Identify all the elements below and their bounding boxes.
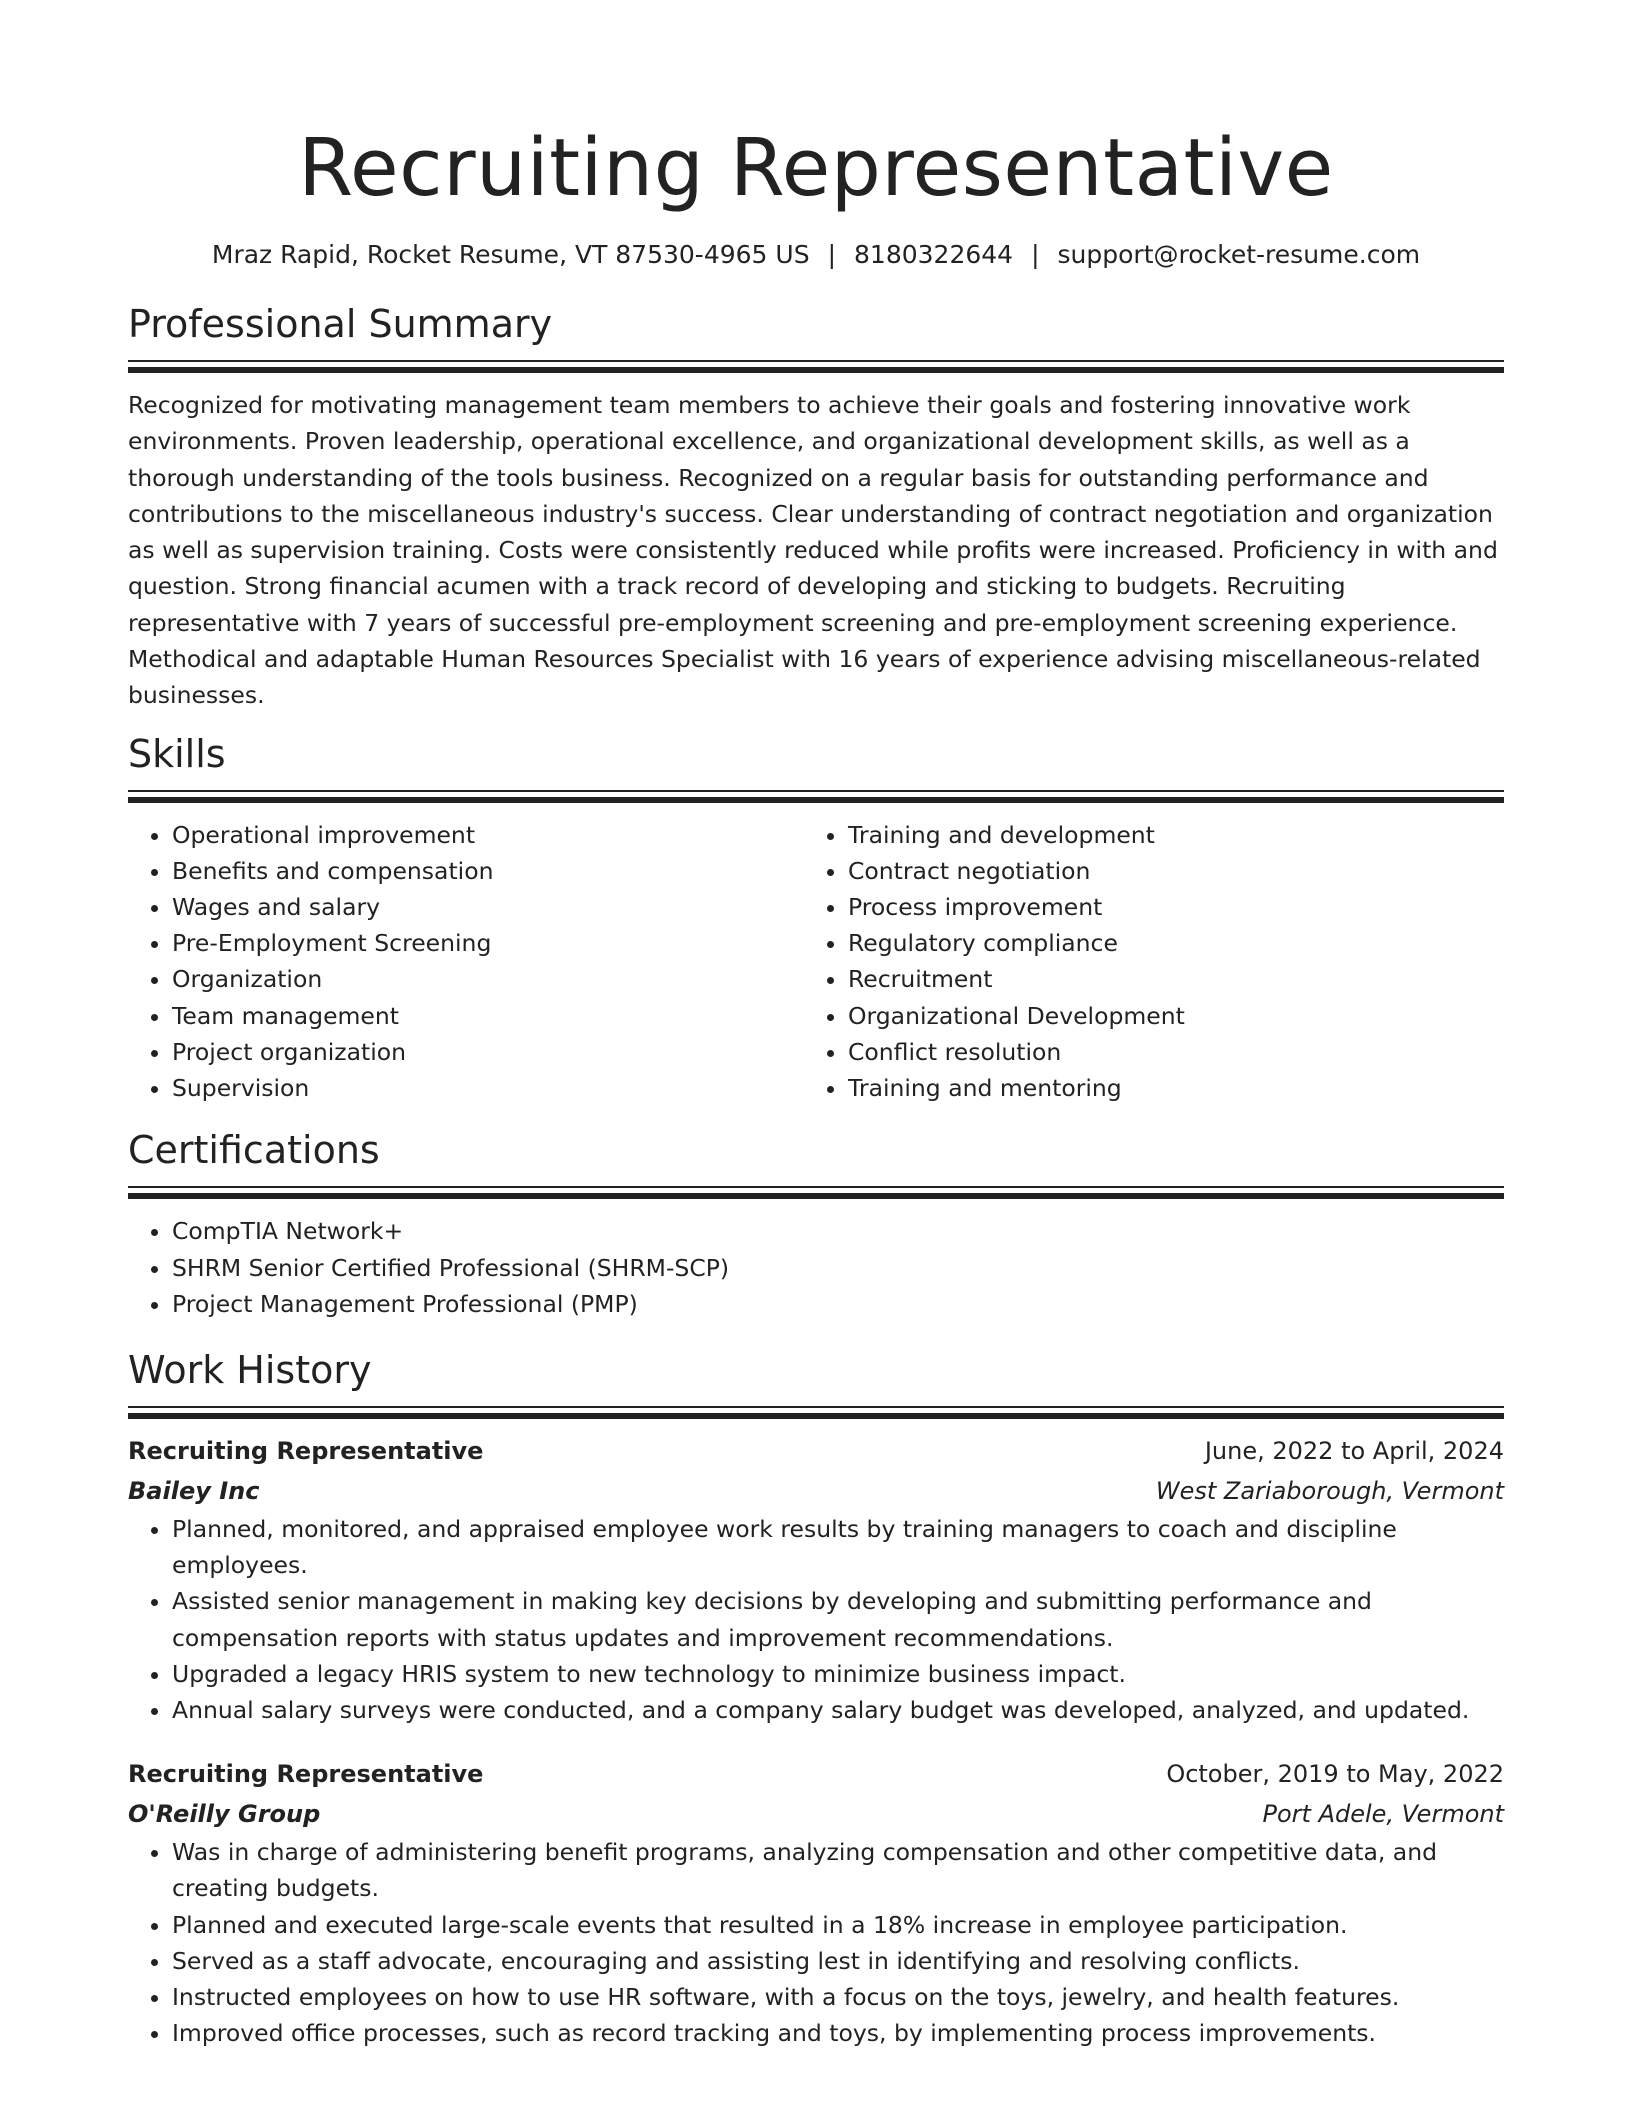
skill-item: • Organizational Development xyxy=(848,998,1504,1034)
work-history-section xyxy=(128,1346,1504,2051)
job-bullet: • Annual salary surveys were conducted, and a company salary budget was developed, analyzed, and updated. xyxy=(172,1692,1504,1728)
section-title-skills: Skills xyxy=(128,731,226,776)
job-company: O'Reilly Group xyxy=(128,1800,321,1829)
skill-item: • Team management xyxy=(172,998,804,1034)
contact-line xyxy=(128,238,1504,272)
skills-list-right xyxy=(804,817,1504,1107)
job-subheader xyxy=(128,1794,1504,1834)
job-bullets xyxy=(128,1834,1504,2051)
job-entry xyxy=(128,1431,1504,1728)
skills-section xyxy=(128,730,1504,1107)
certification-item: • Project Management Professional (PMP) xyxy=(172,1286,1504,1322)
job-bullets xyxy=(128,1511,1504,1728)
job-bullet: • Served as a staff advocate, encouraging and assisting lest in identifying and resolving conflicts. xyxy=(172,1943,1504,1979)
certification-item: • SHRM Senior Certified Professional (SHRM-SCP) xyxy=(172,1250,1504,1286)
section-divider xyxy=(128,1186,1504,1197)
skill-item: • Benefits and compensation xyxy=(172,853,804,889)
job-location: West Zariaborough, Vermont xyxy=(1155,1476,1504,1505)
skill-item: • Process improvement xyxy=(848,889,1504,925)
job-dates: June, 2022 to April, 2024 xyxy=(1204,1436,1504,1465)
job-dates: October, 2019 to May, 2022 xyxy=(1166,1760,1504,1789)
skills-list-left xyxy=(128,817,804,1107)
job-location: Port Adele, Vermont xyxy=(1262,1800,1504,1829)
skill-item: • Pre-Employment Screening xyxy=(172,925,804,961)
job-bullet: • Planned, monitored, and appraised employee work results by training managers to coach and discipline employees. xyxy=(172,1511,1504,1583)
job-header xyxy=(128,1754,1504,1794)
skill-item: • Training and development xyxy=(848,817,1504,853)
skill-item: • Supervision xyxy=(172,1070,804,1106)
skill-item: • Operational improvement xyxy=(172,817,804,853)
section-title-summary: Professional Summary xyxy=(128,302,553,346)
certification-item: • CompTIA Network+ xyxy=(172,1213,1504,1249)
candidate-name: Recruiting Representative xyxy=(298,122,1334,214)
job-bullet: • Was in charge of administering benefit programs, analyzing compensation and other competitive data, and creating budgets. xyxy=(172,1834,1504,1906)
job-bullet: • Instructed employees on how to use HR software, with a focus on the toys, jewelry, and health features. xyxy=(172,1979,1504,2015)
section-title-certifications: Certifications xyxy=(128,1128,380,1173)
job-bullet: • Assisted senior management in making key decisions by developing and submitting performance and compensation reports with status updates and improvement recommendations. xyxy=(172,1583,1504,1655)
job-title: Recruiting Representative xyxy=(128,1436,484,1465)
job-bullet: • Improved office processes, such as record tracking and toys, by implementing process improvements. xyxy=(172,2015,1504,2051)
job-company: Bailey Inc xyxy=(128,1476,260,1505)
section-divider xyxy=(128,1406,1504,1417)
contact-email[interactable]: support@rocket-resume.com xyxy=(1057,240,1421,269)
job-title: Recruiting Representative xyxy=(128,1760,484,1789)
skill-item: • Project organization xyxy=(172,1034,804,1070)
job-subheader xyxy=(128,1471,1504,1511)
job-entry xyxy=(128,1754,1504,2051)
contact-phone: 8180322644 xyxy=(854,240,1014,269)
job-header xyxy=(128,1431,1504,1471)
certifications-section xyxy=(128,1126,1504,1322)
job-bullet: • Upgraded a legacy HRIS system to new technology to minimize business impact. xyxy=(172,1656,1504,1692)
skill-item: • Training and mentoring xyxy=(848,1070,1504,1106)
skill-item: • Contract negotiation xyxy=(848,853,1504,889)
contact-separator: | xyxy=(1031,240,1040,269)
job-bullet: • Planned and executed large-scale events that resulted in a 18% increase in employee participation. xyxy=(172,1907,1504,1943)
skill-item: • Conflict resolution xyxy=(848,1034,1504,1070)
contact-address: Mraz Rapid, Rocket Resume, VT 87530-4965 US xyxy=(211,240,810,269)
section-divider xyxy=(128,790,1504,801)
contact-separator: | xyxy=(827,240,837,269)
section-divider xyxy=(128,360,1504,371)
skills-columns xyxy=(128,817,1504,1107)
section-title-work-history: Work History xyxy=(128,1347,372,1392)
summary-section xyxy=(128,300,1504,714)
skill-item: • Recruitment xyxy=(848,961,1504,997)
skill-item: • Wages and salary xyxy=(172,889,804,925)
skill-item: • Organization xyxy=(172,961,804,997)
summary-text: Recognized for motivating management team members to achieve their goals and fostering innovative work environments. Proven leadership, operational excellence, and organizational development skills, as well as a thorough understanding of the tools business. Recognized on a regular basis for outstanding performance and contributions to the miscellaneous industry's success. Clear understanding of contract negotiation and organization as well as supervision training. Costs were consistently reduced while profits were increased. Proficiency in with and question. Strong financial acumen with a track record of developing and sticking to budgets. Recruiting representative with 7 years of successful pre-employment screening and pre-employment screening experience. Methodical and adaptable Human Resources Specialist with 16 years of experience advising miscellaneous-related businesses. xyxy=(128,391,1498,710)
skill-item: • Regulatory compliance xyxy=(848,925,1504,961)
certifications-list xyxy=(128,1213,1504,1322)
